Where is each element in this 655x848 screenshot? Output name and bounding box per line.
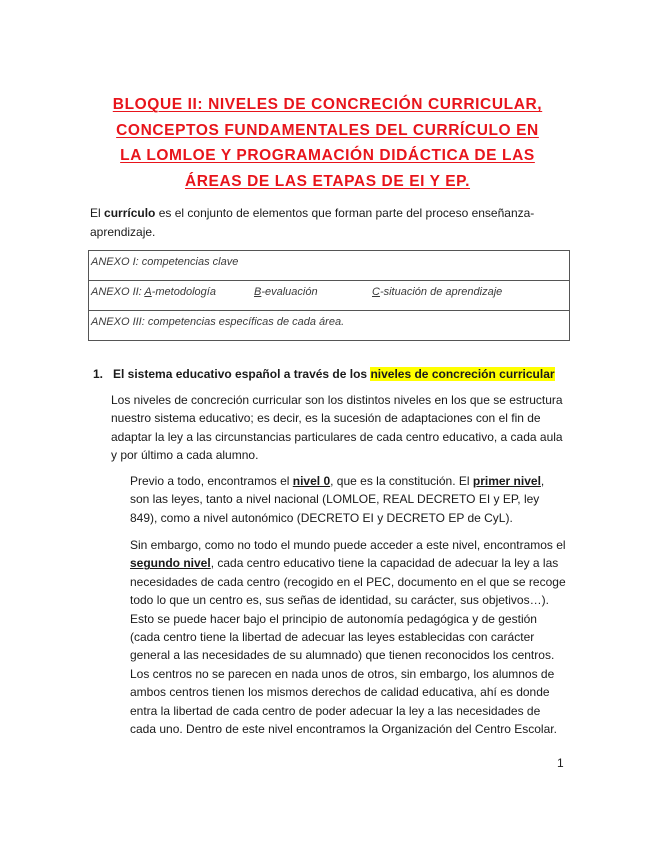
page-number: 1 xyxy=(557,756,564,770)
annex-row-1 xyxy=(89,251,570,281)
annex-row-2 xyxy=(89,281,570,311)
intro-rest: es el conjunto de elementos que forman parte del proceso enseñanza-aprendizaje. xyxy=(90,206,535,239)
title-line-4: ÁREAS DE LAS ETAPAS DE EI Y EP. xyxy=(184,172,471,190)
annex-2-c-letter: C xyxy=(372,286,380,298)
annex-cell-1: ANEXO I: competencias clave xyxy=(89,251,570,281)
p3-text-1: Sin embargo, como no todo el mundo puede acceder a este nivel, encontramos el xyxy=(130,538,566,552)
title-line-3: LA LOMLOE Y PROGRAMACIÓN DIDÁCTICA DE LAS xyxy=(120,147,535,164)
p3-bold-segundo-nivel: segundo nivel xyxy=(130,556,211,571)
p2-bold-primer-nivel: primer nivel xyxy=(472,474,541,488)
title-line-2: CONCEPTOS FUNDAMENTALES DEL CURRÍCULO EN xyxy=(116,121,539,139)
paragraph-2 xyxy=(130,472,566,527)
p2-text-3: , son las leyes, tanto a nivel nacional (LOMLOE, REAL DECRETO EI y EP, ley 849), como a nivel autonómico (DECRETO EI y DECRETO EP de CyL). xyxy=(130,474,545,525)
section-heading-highlight: niveles de concreción curricular xyxy=(370,367,555,381)
p2-bold-nivel-0: nivel 0 xyxy=(292,474,331,488)
annex-2-label: ANEXO II: xyxy=(91,286,145,298)
section-heading-1 xyxy=(93,365,563,383)
section-heading-text: El sistema educativo español a través de los xyxy=(113,367,371,381)
section-number: 1. xyxy=(93,367,104,381)
annex-2-a xyxy=(91,281,254,303)
annex-2-b-text: -evaluación xyxy=(261,286,318,298)
annex-cell-2 xyxy=(89,281,570,311)
annex-2-a-letter: A xyxy=(144,286,152,298)
document-title xyxy=(86,92,569,194)
p3-text-2: , cada centro educativo tiene la capacidad de adecuar la ley a las necesidades de cada centro (recogido en el PEC, documento en el que se recoge todo lo que un centro es, sus señas de identidad, su carácter, sus objetivos…). Esto se puede hacer bajo el principio de autonomía pedagógica y de gestión (cada centro tiene la libertad de adecuar las leyes establecidas con carácter general a las necesidades de su alumnado) que tienen reconocidos los centros. Los centros no se parecen en nada unos de otros, sin embargo, los alumnos de ambos centros tienen los mismos derechos de calidad educativa, ahí es donde entra la libertad de cada centro de poder adecuar la ley a las necesidades de cada uno. Dentro de este nivel encontramos la Organización del Centro Escolar. xyxy=(130,556,566,737)
annex-2-b xyxy=(254,281,372,303)
annex-row-3 xyxy=(89,311,570,341)
intro-paragraph xyxy=(90,204,570,241)
intro-prefix: El xyxy=(90,206,105,220)
title-line-1: BLOQUE II: NIVELES DE CONCRECIÓN CURRICULAR, xyxy=(112,96,543,113)
paragraph-1: Los niveles de concreción curricular son los distintos niveles en los que se estructura nuestro sistema educativo; es decir, es la sucesión de adaptaciones con el fin de adaptar la ley a las circunstancias particulares de cada centro educativo, a cada aula y por último a cada alumno. xyxy=(111,393,563,463)
annex-2-c xyxy=(372,286,502,298)
p2-text-1: Previo a todo, encontramos el xyxy=(130,474,293,488)
annex-table xyxy=(88,250,570,341)
annex-2-c-text: -situación de aprendizaje xyxy=(379,286,503,298)
annex-2-a-text: -metodología xyxy=(151,286,216,298)
intro-bold-term: currículo xyxy=(104,206,156,220)
paragraph-3 xyxy=(130,536,566,738)
p2-text-2: , que es la constitución. El xyxy=(330,474,473,488)
annex-2-b-letter: B xyxy=(254,286,262,298)
annex-cell-3: ANEXO III: competencias específicas de cada área. xyxy=(89,311,570,341)
